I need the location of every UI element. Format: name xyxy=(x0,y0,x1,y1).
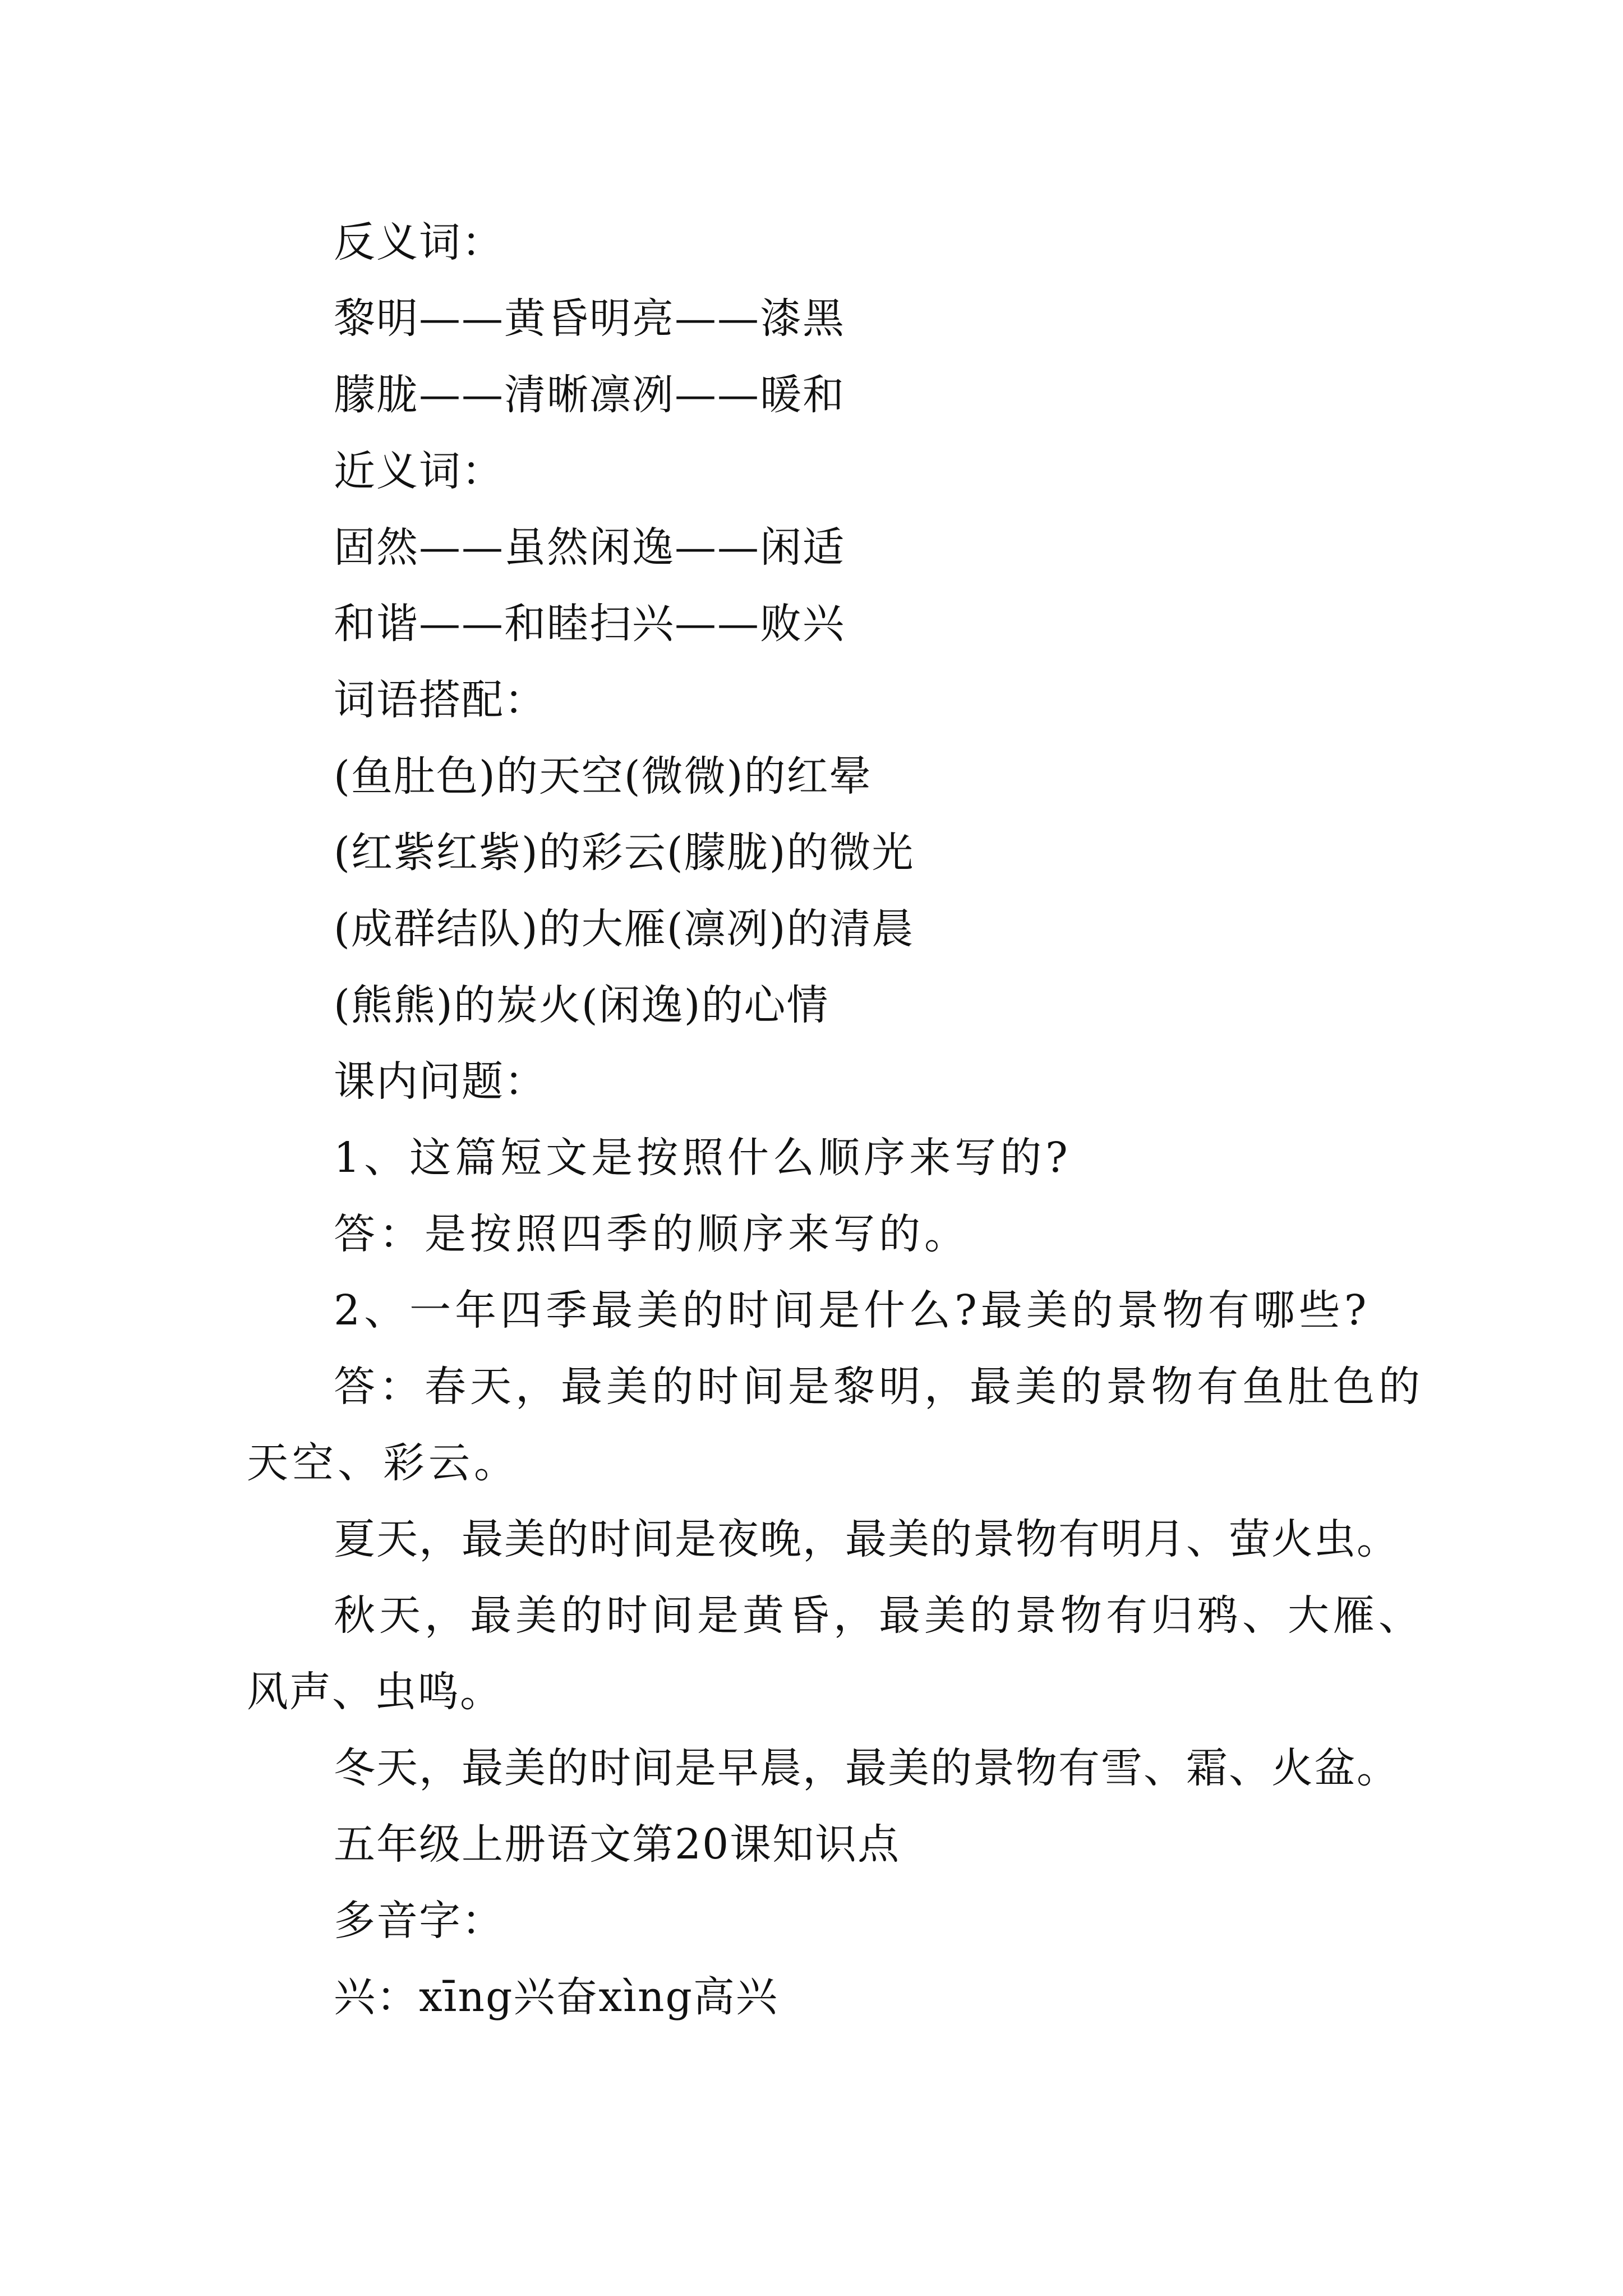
question-2: 2、一年四季最美的时间是什么?最美的景物有哪些? xyxy=(334,1286,1371,1335)
collocation-line: (鱼肚色)的天空(微微)的红晕 xyxy=(334,752,872,800)
answer-2-autumn: 秋天，最美的时间是黄昏，最美的景物有归鸦、大雁、 xyxy=(334,1591,1424,1640)
answer-1: 答：是按照四季的顺序来写的。 xyxy=(334,1210,970,1258)
answer-2-spring-cont: 天空、彩云。 xyxy=(247,1439,519,1487)
heading-polyphones: 多音字： xyxy=(334,1897,504,1945)
section-title: 五年级上册语文第20课知识点 xyxy=(334,1820,901,1869)
answer-2-autumn-cont: 风声、虫鸣。 xyxy=(247,1668,502,1716)
collocation-line: (成群结队)的大雁(凛冽)的清晨 xyxy=(334,905,915,953)
synonym-line: 固然——虽然闲逸——闲适 xyxy=(334,523,845,572)
answer-2-summer: 夏天，最美的时间是夜晚，最美的景物有明月、萤火虫。 xyxy=(334,1515,1399,1563)
heading-questions: 课内问题： xyxy=(334,1057,547,1106)
heading-collocations: 词语搭配： xyxy=(334,676,547,724)
collocation-line: (红紫红紫)的彩云(朦胧)的微光 xyxy=(334,829,915,877)
polyphone-line: 兴：xīng兴奋xìng高兴 xyxy=(334,1973,778,2021)
collocation-line: (熊熊)的炭火(闲逸)的心情 xyxy=(334,981,829,1029)
antonym-line: 黎明——黄昏明亮——漆黑 xyxy=(334,295,845,343)
antonym-line: 朦胧——清晰凛冽——暖和 xyxy=(334,371,845,419)
answer-2-winter: 冬天，最美的时间是早晨，最美的景物有雪、霜、火盆。 xyxy=(334,1744,1399,1792)
heading-synonyms: 近义词： xyxy=(334,447,504,495)
answer-2-spring: 答：春天，最美的时间是黎明，最美的景物有鱼肚色的 xyxy=(334,1363,1424,1411)
question-1: 1、这篇短文是按照什么顺序来写的? xyxy=(334,1134,1072,1182)
synonym-line: 和谐——和睦扫兴——败兴 xyxy=(334,600,845,648)
heading-antonyms: 反义词： xyxy=(334,218,504,266)
